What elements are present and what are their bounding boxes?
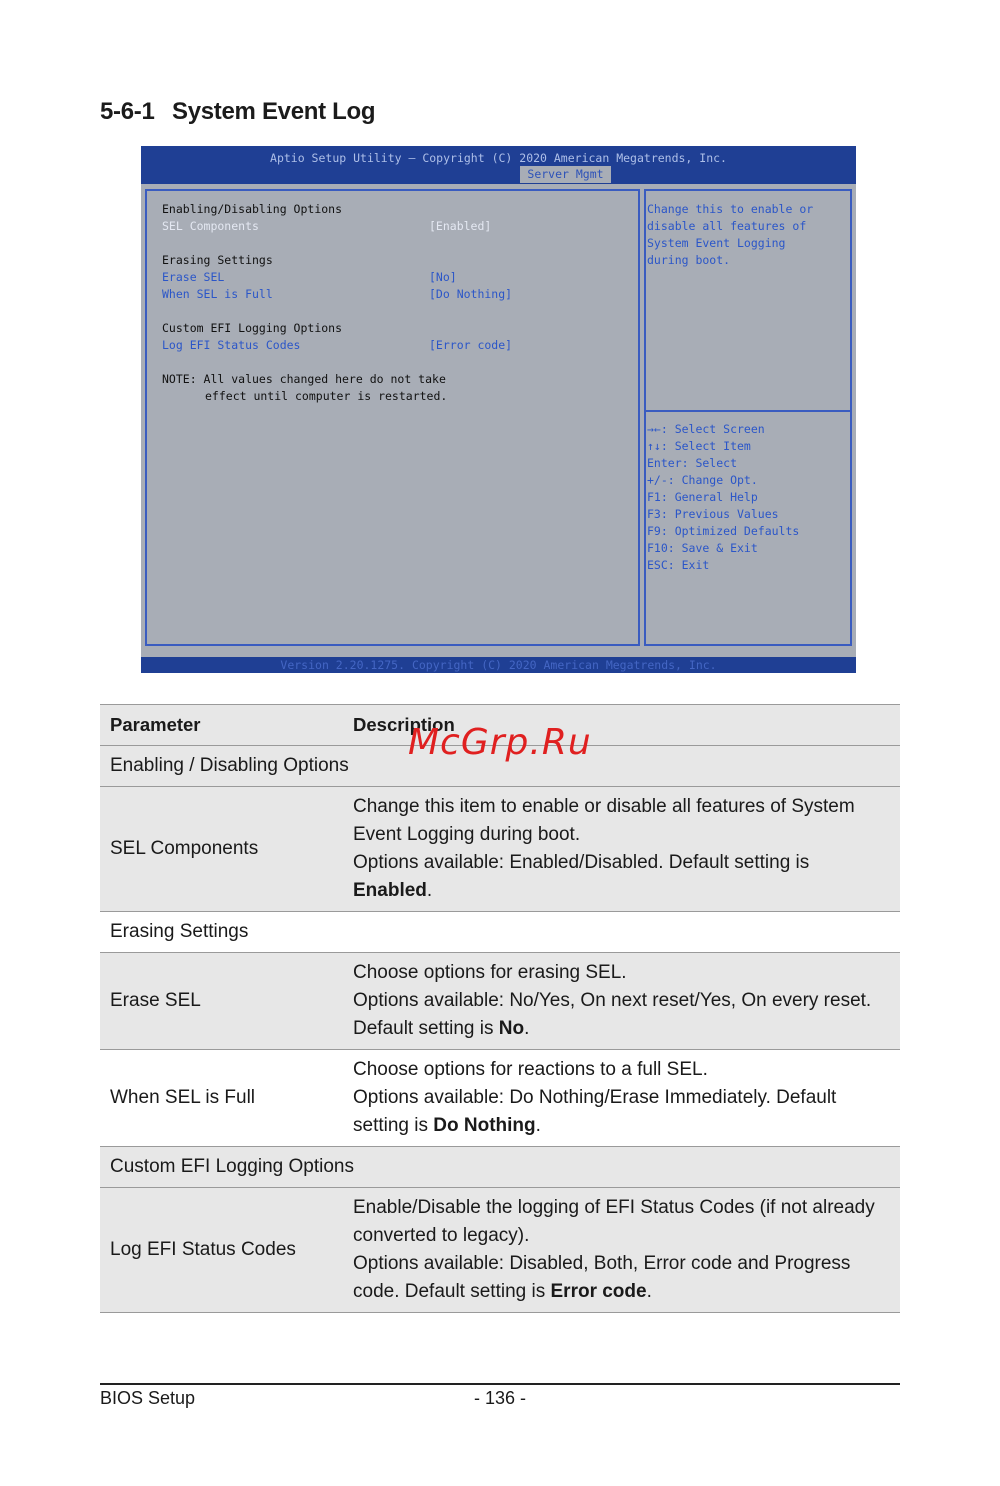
watermark: McGrp.Ru xyxy=(408,722,592,763)
default-value: Error code xyxy=(550,1281,647,1302)
description-cell xyxy=(343,953,900,1050)
default-value: Enabled xyxy=(353,880,427,901)
param-cell: Erasing Settings xyxy=(100,912,900,953)
key-hint: F9: Optimized Defaults xyxy=(647,524,800,538)
description-cell xyxy=(343,1188,900,1313)
bios-item-log-efi[interactable]: Log EFI Status Codes xyxy=(162,338,301,352)
description-line: Choose options for erasing SEL. xyxy=(353,962,627,983)
bios-section-custom-efi: Custom EFI Logging Options xyxy=(162,321,343,335)
bios-value-erase-sel[interactable]: [No] xyxy=(429,270,457,284)
table-row xyxy=(100,787,900,912)
options-end: . xyxy=(524,1018,530,1039)
bios-settings-pane xyxy=(145,189,640,646)
param-cell: SEL Components xyxy=(100,787,343,912)
bios-item-sel-components[interactable]: SEL Components xyxy=(162,219,259,233)
table-row xyxy=(100,1147,900,1188)
description-options xyxy=(353,1250,890,1306)
key-hint: →←: Select Screen xyxy=(647,422,765,436)
description-options xyxy=(353,987,890,1043)
tab-server-mgmt[interactable]: Server Mgmt xyxy=(520,166,611,183)
key-hint: F3: Previous Values xyxy=(647,507,779,521)
description-line: Change this item to enable or disable all features of System Event Logging during boot. xyxy=(353,796,855,845)
table-row xyxy=(100,912,900,953)
parameter-table xyxy=(100,704,900,1313)
bios-body xyxy=(141,184,856,657)
bios-title-bar: Aptio Setup Utility – Copyright (C) 2020 American Megatrends, Inc. xyxy=(270,151,727,165)
param-cell: When SEL is Full xyxy=(100,1050,343,1147)
bios-value-sel-components[interactable]: [Enabled] xyxy=(429,219,492,233)
page-number: - 136 - xyxy=(473,1388,527,1408)
key-hint: ↑↓: Select Item xyxy=(647,439,751,453)
param-cell: Custom EFI Logging Options xyxy=(100,1147,900,1188)
key-hint: +/-: Change Opt. xyxy=(647,473,758,487)
bios-version-footer: Version 2.20.1275. Copyright (C) 2020 American Megatrends, Inc. xyxy=(141,657,856,673)
description-line: Enable/Disable the logging of EFI Status Codes (if not already converted to legacy). xyxy=(353,1197,875,1246)
bios-value-when-sel-full[interactable]: [Do Nothing] xyxy=(429,287,513,301)
bios-value-log-efi[interactable]: [Error code] xyxy=(429,338,513,352)
description-options xyxy=(353,849,890,905)
options-text: Options available: Disabled, Both, Error code and Progress code. Default setting is xyxy=(353,1253,851,1302)
key-hint: F10: Save & Exit xyxy=(647,541,758,555)
param-cell: Log EFI Status Codes xyxy=(100,1188,343,1313)
param-cell: Erase SEL xyxy=(100,953,343,1050)
bios-help-pane xyxy=(644,189,852,646)
bios-section-enabling: Enabling/Disabling Options xyxy=(162,202,343,216)
section-number: 5-6-1 xyxy=(100,98,155,125)
options-end: . xyxy=(535,1115,541,1136)
options-text: Options available: Enabled/Disabled. Default setting is xyxy=(353,852,810,873)
key-hint: F1: General Help xyxy=(647,490,758,504)
key-hint: Enter: Select xyxy=(647,456,738,470)
footer-chapter: BIOS Setup xyxy=(100,1388,196,1408)
description-cell xyxy=(343,1050,900,1147)
help-line: disable all features of xyxy=(647,219,807,233)
key-hint: ESC: Exit xyxy=(647,558,710,572)
param-cell: Enabling / Disabling Options xyxy=(100,746,900,787)
default-value: No xyxy=(498,1018,525,1039)
help-line: System Event Logging xyxy=(647,236,786,250)
bios-item-when-sel-full[interactable]: When SEL is Full xyxy=(162,287,273,301)
table-row xyxy=(100,1050,900,1147)
options-text: Options available: No/Yes, On next reset/Yes, On every reset. Default setting is xyxy=(353,990,872,1039)
help-divider xyxy=(646,410,850,412)
options-end: . xyxy=(646,1281,652,1302)
section-title: System Event Log xyxy=(172,98,376,125)
header-description: Description xyxy=(343,705,900,746)
footer-rule xyxy=(100,1383,900,1385)
default-value: Do Nothing xyxy=(433,1115,536,1136)
help-line: during boot. xyxy=(647,253,731,267)
bios-note-line-1: NOTE: All values changed here do not take xyxy=(162,372,446,386)
bios-item-erase-sel[interactable]: Erase SEL xyxy=(162,270,225,284)
header-parameter: Parameter xyxy=(100,705,343,746)
section-heading xyxy=(100,98,375,126)
description-cell xyxy=(343,787,900,912)
bios-note-line-2: effect until computer is restarted. xyxy=(205,389,448,403)
description-line: Choose options for reactions to a full SEL. xyxy=(353,1059,708,1080)
bios-screenshot xyxy=(141,146,856,673)
options-text: Options available: Do Nothing/Erase Immediately. Default setting is xyxy=(353,1087,837,1136)
bios-section-erasing: Erasing Settings xyxy=(162,253,273,267)
help-line: Change this to enable or xyxy=(647,202,814,216)
options-end: . xyxy=(426,880,433,901)
table-row xyxy=(100,953,900,1050)
description-options xyxy=(353,1084,890,1140)
table-row xyxy=(100,1188,900,1313)
